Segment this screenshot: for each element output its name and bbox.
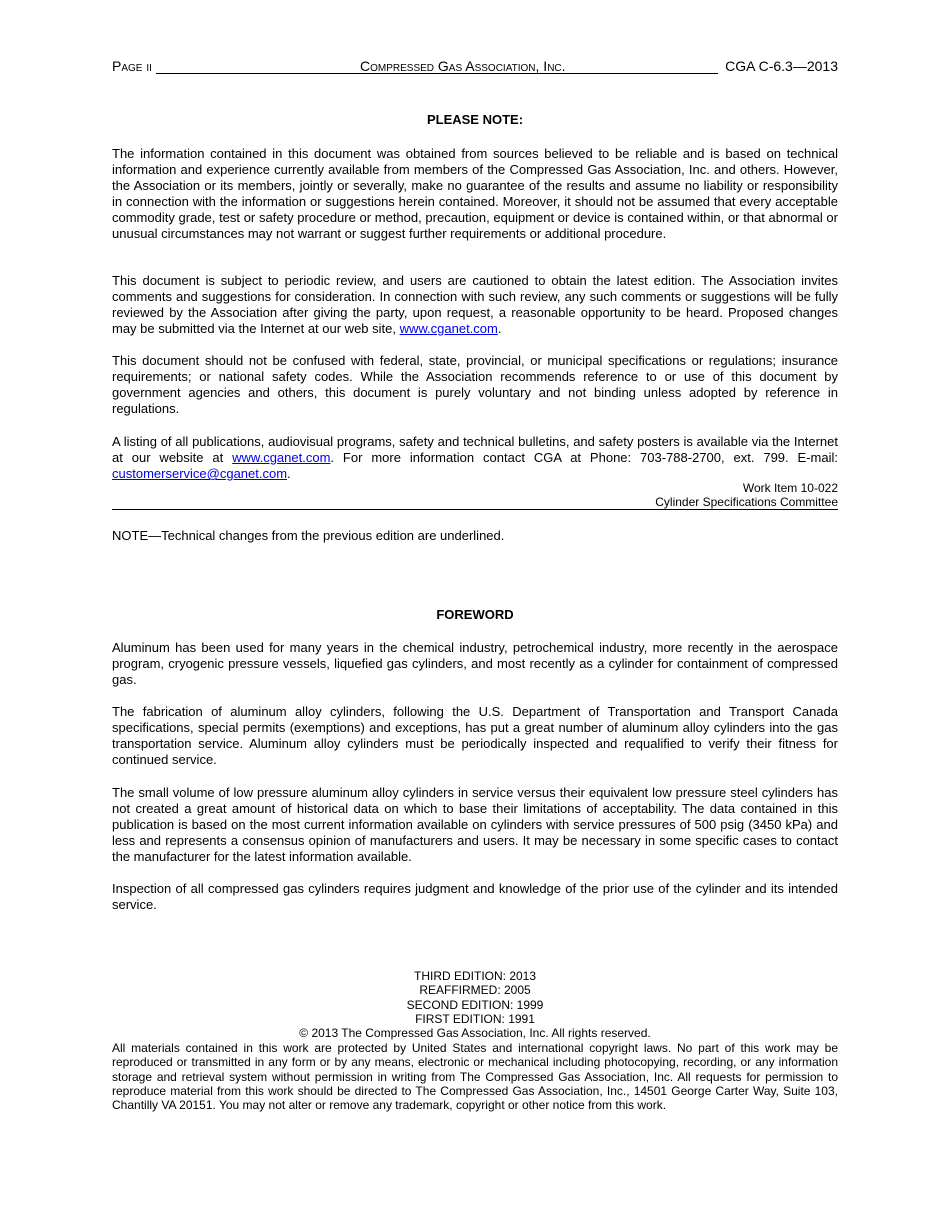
please-note-paragraph-3: This document should not be confused with federal, state, provincial, or municipal specifications or regulations; insurance requirements; or national safety codes. While the Association recommends reference to or use of this document by government agencies and others, this document is purely voluntary and not binding unless adopted by reference in regulations. [112,353,838,417]
section-divider [112,509,838,510]
paragraph-text: A listing of all publications, audiovisual programs, safety and technical bulletins, and safety posters is available via the Internet at our website at [112,434,838,466]
paragraph-text: This document is subject to periodic review, and users are cautioned to obtain the latest edition. The Association invites comments and suggestions for consideration. In connection with such review, any such comments or suggestions will be fully reviewed by the Association after giving the party, upon request, a reasonable opportunity to be heard. Proposed changes may be submitted via the Internet at our web site, [112,273,838,337]
document-id: CGA C-6.3—2013 [725,58,838,74]
work-item-number: Work Item 10-022 [742,481,838,495]
please-note-heading: PLEASE NOTE: [426,112,524,127]
foreword-paragraph-4: Inspection of all compressed gas cylinders requires judgment and knowledge of the prior use of the cylinder and its intended service. [112,881,838,913]
first-edition: FIRST EDITION: 1991 [415,1011,535,1026]
paragraph-text-end: . [287,466,291,482]
reaffirmed: REAFFIRMED: 2005 [419,983,531,998]
cganet-website-link[interactable]: www.cganet.com [232,450,331,466]
foreword-heading: FOREWORD [436,607,514,622]
edition-history [112,969,838,1040]
work-item [438,481,838,509]
page-header [112,57,838,77]
third-edition: THIRD EDITION: 2013 [413,969,537,983]
please-note-paragraph-4 [112,434,838,482]
second-edition: SECOND EDITION: 1999 [406,997,544,1012]
please-note-paragraph-1: The information contained in this document was obtained from sources believed to be reliable and is based on technical information and experience currently available from members of the Compressed Gas Association, Inc. and others. However, the Association or its members, jointly or severally, make no guarantee of the results and assume no liability or responsibility in connection with the information or suggestions herein contained. Moreover, it should not be assumed that every acceptable commodity grade, test or safety procedure or method, precaution, equipment or device is contained within, or that abnormal or unusual circumstances may not warrant or suggest further requirements or additional procedure. [112,146,838,242]
foreword-paragraph-1: Aluminum has been used for many years in the chemical industry, petrochemical industry, more recently in the aerospace program, cryogenic pressure vessels, liquefied gas cylinders, and most recently as a cylinder for containment of compressed gas. [112,640,838,688]
foreword-paragraph-2: The fabrication of aluminum alloy cylinders, following the U.S. Department of Transportation and Transport Canada specifications, special permits (exemptions) and exceptions, has put a great number of aluminum alloy cylinders into the gas transportation service. Aluminum alloy cylinders must be periodically inspected and requalified to verify their fitness for continued service. [112,704,838,768]
header-title: Compressed Gas Association, Inc. [360,58,566,74]
technical-changes-note: NOTE—Technical changes from the previous edition are underlined. [112,528,505,543]
please-note-paragraph-2 [112,273,838,337]
page-number: Page ii [112,58,152,74]
committee-name: Cylinder Specifications Committee [655,495,838,509]
legal-notice: All materials contained in this work are protected by United States and international copyright laws. No part of this work may be reproduced or transmitted in any form or by any means, electronic or mechanical including photocopying, recording, or any information storage and retrieval system without permission in writing from The Compressed Gas Association, Inc. All requests for permission to reproduce material from this work should be directed to The Compressed Gas Association, Inc., 14501 George Carter Way, Suite 103, Chantilly VA 20151. You may not alter or remove any trademark, copyright or other notice from this work. [112,1041,838,1113]
email-link[interactable]: customerservice@cganet.com [112,466,288,482]
foreword-paragraph-3: The small volume of low pressure aluminum alloy cylinders in service versus their equivalent low pressure steel cylinders has not created a great amount of historical data on which to base their limitations of acceptability. The data contained in this publication is based on the most current information available on cylinders with service pressures of 500 psig (3450 kPa) and less and represents a consensus opinion of manufacturers and users. It may be necessary in some specific cases to contact the manufacturer for the latest information available. [112,785,838,865]
cganet-link[interactable]: www.cganet.com [399,321,498,337]
copyright-line: © 2013 The Compressed Gas Association, Inc. All rights reserved. [299,1026,651,1041]
paragraph-text-end: . [497,321,502,337]
paragraph-text-mid: . For more information contact CGA at Phone: 703-788-2700, ext. 799. E-mail: [330,450,838,466]
